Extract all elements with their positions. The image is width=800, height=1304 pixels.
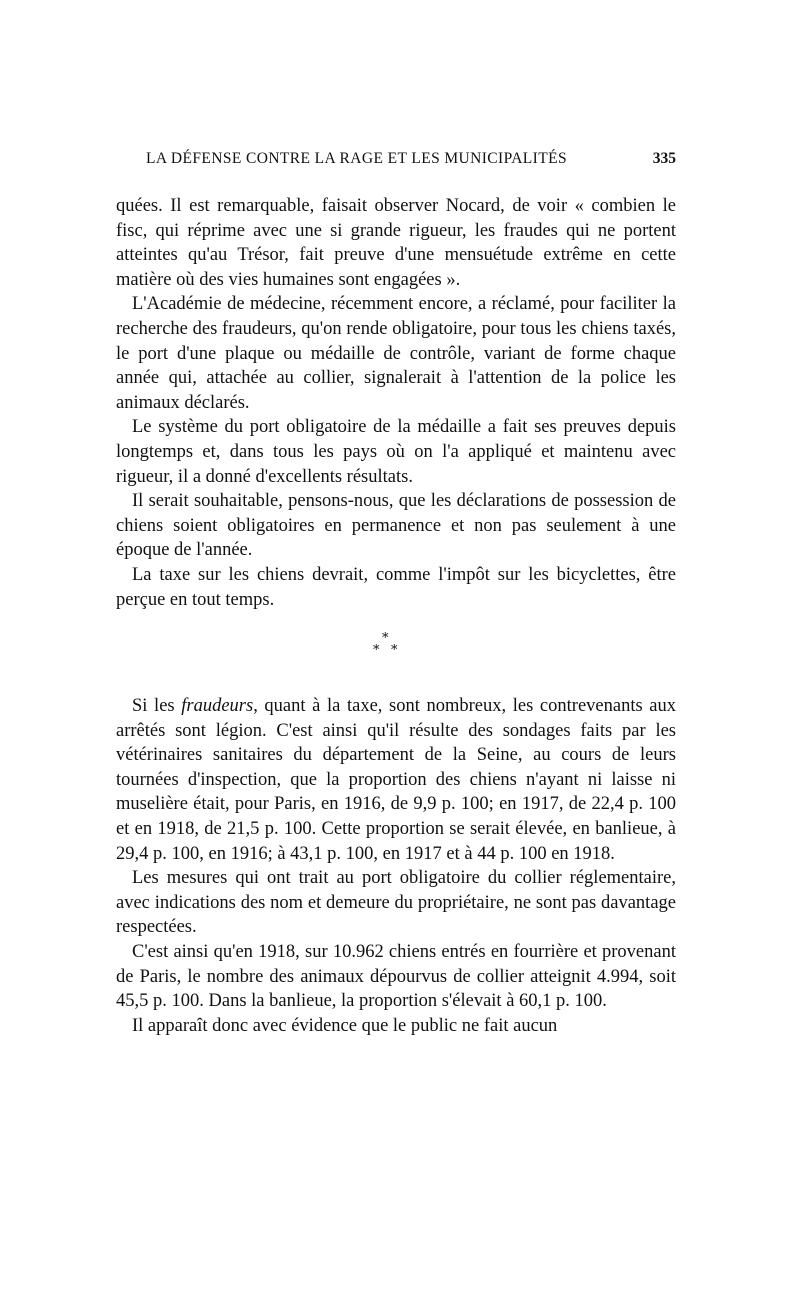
asterism-separator xyxy=(116,612,676,694)
asterism-star-right: * xyxy=(391,643,398,659)
paragraph-declarations: Il serait souhaitable, pensons-nous, que les déclarations de possession de chiens soient obligatoires en permanence et non pas seulement à une époque de l'année. xyxy=(116,491,676,561)
asterism-star-left: * xyxy=(373,643,380,659)
asterism-star-top: * xyxy=(382,631,389,647)
fraudeurs-italic-word: fraudeurs xyxy=(181,696,254,717)
book-page xyxy=(116,150,676,1038)
fraudeurs-lead-text: Si les xyxy=(132,696,182,717)
running-head-title: LA DÉFENSE CONTRE LA RAGE ET LES MUNICIPALITÉS xyxy=(146,150,567,167)
paragraph-conclusion-fragment: Il apparaît donc avec évidence que le public ne fait aucun xyxy=(132,1015,558,1036)
fraudeurs-body-text: , quant à la taxe, sont nombreux, les contrevenants aux arrêtés sont légion. C'est ainsi qu'il résulte des sondages faits par les vétérinaires sanitaires du département de la Seine, au cours de leurs tournées d'inspection, que la proportion des chiens n'ayant ni laisse ni muselière était, pour Paris, en 1916, de 9,9 p. 100; en 1917, de 22,4 p. 100 et en 1918, de 21,5 p. 100. Cette proportion se serait élevée, en banlieue, à 29,4 p. 100, en 1916; à 43,1 p. 100, en 1917 et à 44 p. 100 en 1918. xyxy=(116,696,676,864)
paragraph-collier-reglementaire: Les mesures qui ont trait au port obligatoire du collier réglementaire, avec indications des nom et demeure du propriétaire, ne sont pas davantage respectées. xyxy=(116,868,676,938)
page-number: 335 xyxy=(652,150,676,167)
paragraph-taxe-chiens: La taxe sur les chiens devrait, comme l'impôt sur les bicyclettes, être perçue en tout temps. xyxy=(116,564,676,610)
paragraph-fourriere-1918: C'est ainsi qu'en 1918, sur 10.962 chiens entrés en fourrière et provenant de Paris, le nombre des animaux dépourvus de collier atteignit 4.994, soit 45,5 p. 100. Dans la banlieue, la proportion s'élevait à 60,1 p. 100. xyxy=(116,942,676,1012)
paragraph-fraudeurs-statistiques xyxy=(116,694,676,866)
running-head xyxy=(146,150,676,172)
paragraph-systeme-medaille: Le système du port obligatoire de la médaille a fait ses preuves depuis longtemps et, dans tous les pays où on l'a appliqué et maintenu avec rigueur, il a donné d'excellents résultats. xyxy=(116,417,676,487)
paragraph-nocard-quote: quées. Il est remarquable, faisait observer Nocard, de voir « combien le fisc, qui réprime avec une si grande rigueur, les fraudes qui ne portent atteintes qu'au Trésor, fait preuve d'une mensuétude extrême en cette matière où des vies humaines sont engagées ». xyxy=(116,196,676,290)
paragraph-academie-medecine: L'Académie de médecine, récemment encore, a réclamé, pour faciliter la recherche des fraudeurs, qu'on rende obligatoire, pour tous les chiens taxés, le port d'une plaque ou médaille de contrôle, variant de forme chaque année qui, attachée au collier, signalerait à l'attention de la police les animaux déclarés. xyxy=(116,294,676,413)
